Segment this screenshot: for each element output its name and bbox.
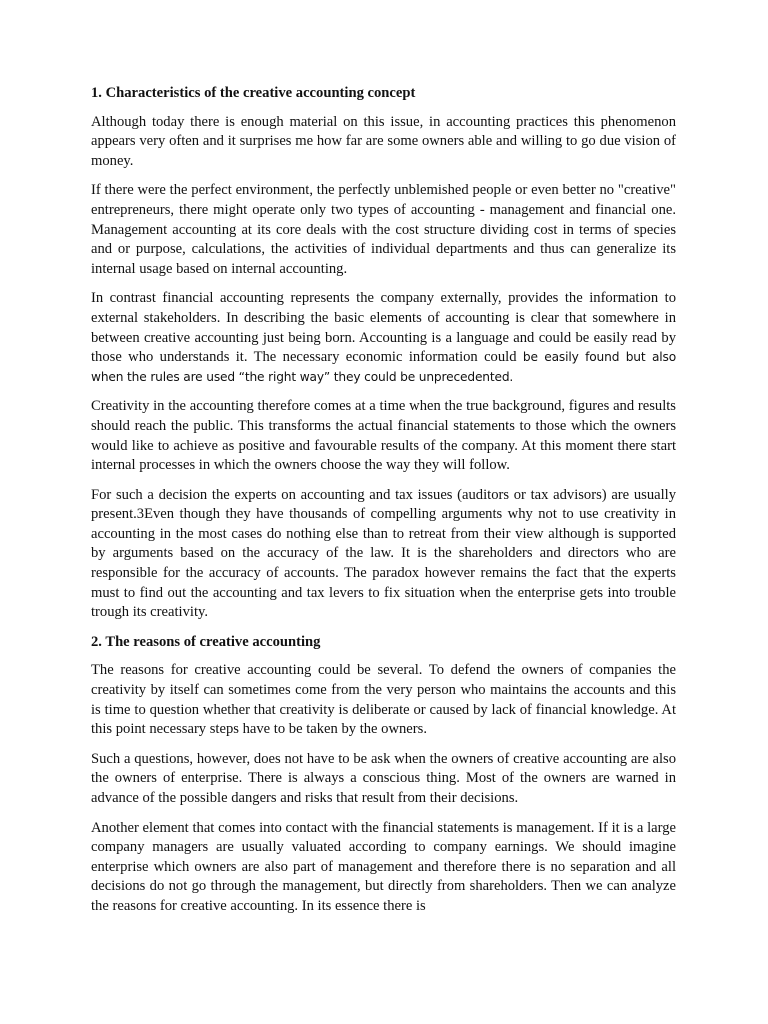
paragraph-4: Creativity in the accounting therefore comes at a time when the true background, figures and results should reach the public. This transforms the actual financial statements to those which the owners would like to achieve as positive and favourable results of the company. At this moment there start internal processes in which the owners choose the way they will follow. <box>91 398 676 474</box>
paragraph-3-tail: be easily found but also when the rules are used “the right way” they could be unprecedented. <box>91 350 677 384</box>
document-body <box>91 84 676 927</box>
paragraph-3-main: In contrast financial accounting represents the company externally, provides the information to external stakeholders. In describing the basic elements of accounting is clear that somewhere in between creative accounting just being born. Accounting is a language and could be easily read by those who understands it. The necessary economic information could <box>91 290 676 366</box>
paragraph-5: For such a decision the experts on accounting and tax issues (auditors or tax advisors) are usually present.3Even though they have thousands of compelling arguments why not to use creativity in accounting in the most cases do nothing else than to retreat from their view although is supported by arguments based on the accuracy of the law. It is the shareholders and directors who are responsible for the accuracy of accounts. The paradox however remains the fact that the experts must to find out the accounting and tax levers to fix situation when the enterprise gets into trouble trough its creativity. <box>91 486 676 621</box>
section-heading-1: 1. Characteristics of the creative accounting concept <box>91 85 416 101</box>
section-heading-2: 2. The reasons of creative accounting <box>91 633 321 650</box>
paragraph-7: Such a questions, however, does not have to be ask when the owners of creative accounting are also the owners of enterprise. There is always a conscious thing. Most of the owners are warned in advance of the possible dangers and risks that result from their decisions. <box>91 750 676 806</box>
paragraph-6: The reasons for creative accounting could be several. To defend the owners of companies the creativity by itself can sometimes come from the very person who maintains the accounts and this is time to question whether that creativity is deliberate or caused by lack of financial knowledge. At this point necessary steps have to be taken by the owners. <box>91 662 676 738</box>
paragraph-8: Another element that comes into contact with the financial statements is management. If it is a large company managers are usually valuated according to company earnings. We should imagine enterprise which owners are also part of management and therefore there is no separation and all decisions do not go through the management, but directly from shareholders. Then we can analyze the reasons for creative accounting. In its essence there is <box>91 819 676 914</box>
paragraph-3 <box>91 289 676 387</box>
paragraph-1: Although today there is enough material on this issue, in accounting practices this phenomenon appears very often and it surprises me how far are some owners able and willing to go due vision of money. <box>91 113 676 169</box>
paragraph-2: If there were the perfect environment, the perfectly unblemished people or even better no "creative" entrepreneurs, there might operate only two types of accounting - management and financial one. Management accounting at its core deals with the cost structure dividing cost in terms of species and or purpose, calculations, the activities of individual departments and thus can generalize its internal usage based on internal accounting. <box>91 182 676 277</box>
